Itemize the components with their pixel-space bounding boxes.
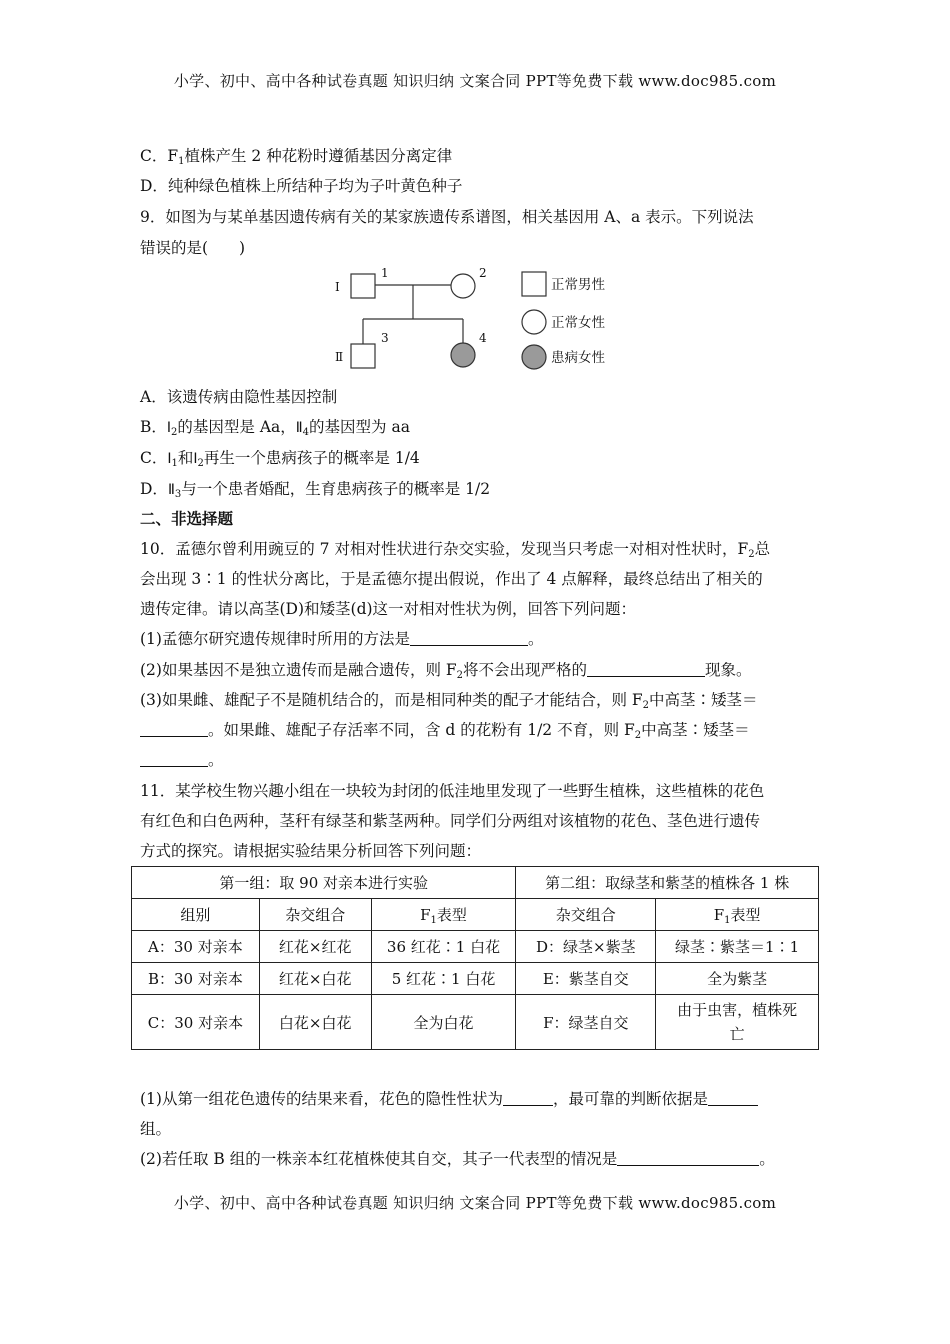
individual-ii4-affected-female bbox=[451, 343, 475, 367]
header-f1-2: $F_1$表型 bbox=[656, 899, 819, 931]
cell-group: B：30 对亲本 bbox=[132, 963, 260, 995]
experiment-table bbox=[131, 866, 819, 1050]
answer-blank[interactable] bbox=[708, 1091, 758, 1106]
q10-stem-line3: 遗传定律。请以高茎(D)和矮茎(d)这一对相对性状为例，回答下列问题： bbox=[140, 600, 637, 618]
section-heading: 二、非选择题 bbox=[140, 509, 234, 528]
q9-option-c: C．$Ⅰ_1$和$Ⅰ_2$再生一个患病孩子的概率是 1/4 bbox=[140, 449, 420, 469]
q11-part1-cont: 组。 bbox=[140, 1120, 172, 1138]
header-watermark: 小学、初中、高中各种试卷真题 知识归纳 文案合同 PPT等免费下载 www.doc985.com bbox=[173, 72, 777, 90]
legend-male-text: 正常男性 bbox=[551, 277, 605, 293]
legend-affected-text: 患病女性 bbox=[551, 350, 605, 366]
q9-option-a: A．该遗传病由隐性基因控制 bbox=[140, 388, 338, 406]
gen-ii-label: Ⅱ bbox=[335, 350, 344, 364]
legend-female-text: 正常女性 bbox=[551, 315, 605, 331]
answer-blank[interactable] bbox=[410, 631, 528, 646]
cell-cross: 白花×白花 bbox=[259, 995, 371, 1050]
cell-group: C：30 对亲本 bbox=[132, 995, 260, 1050]
cell-cross-2: D：绿茎×紫茎 bbox=[516, 931, 656, 963]
table-row bbox=[132, 995, 819, 1050]
table-row bbox=[132, 931, 819, 963]
q10-part3-end: 。 bbox=[140, 748, 224, 770]
cell-f1: 全为白花 bbox=[371, 995, 516, 1050]
answer-blank[interactable] bbox=[587, 662, 705, 677]
individual-i2-normal-female bbox=[451, 274, 475, 298]
legend-female-symbol bbox=[522, 310, 546, 334]
cell-cross: 红花×白花 bbox=[259, 963, 371, 995]
q10-stem-line1: 10．孟德尔曾利用豌豆的 7 对相对性状进行杂交实验，发现当只考虑一对相对性状时，$F_2$总 bbox=[140, 540, 771, 560]
individual-ii3-normal-male bbox=[351, 344, 375, 368]
footer-watermark: 小学、初中、高中各种试卷真题 知识归纳 文案合同 PPT等免费下载 www.doc985.com bbox=[173, 1194, 777, 1212]
q8-option-c: C．$F_1$植株产生 2 种花粉时遵循基因分离定律 bbox=[140, 147, 453, 167]
cell-f1-2: 由于虫害，植株死 亡 bbox=[656, 995, 819, 1050]
group2-title: 第二组：取绿茎和紫茎的植株各 1 株 bbox=[516, 867, 819, 899]
cell-cross-2: F：绿茎自交 bbox=[516, 995, 656, 1050]
label-4: 4 bbox=[479, 331, 487, 345]
gen-i-label: Ⅰ bbox=[335, 280, 340, 294]
table-row bbox=[132, 963, 819, 995]
header-cross: 杂交组合 bbox=[259, 899, 371, 931]
header-f1: $F_1$表型 bbox=[371, 899, 516, 931]
cell-f1-2: 全为紫茎 bbox=[656, 963, 819, 995]
cell-f1: 36 红花∶1 白花 bbox=[371, 931, 516, 963]
q10-part3: (3)如果雌、雄配子不是随机结合的，而是相同种类的配子才能结合，则 $F_2$中高茎∶矮茎＝ bbox=[140, 691, 758, 711]
q10-part3-cont: 。如果雌、雄配子存活率不同，含 d 的花粉有 1/2 不育，则 $F_2$中高茎∶矮茎＝ bbox=[140, 718, 750, 740]
cell-cross: 红花×红花 bbox=[259, 931, 371, 963]
q9-stem-line1: 9．如图为与某单基因遗传病有关的某家族遗传系谱图，相关基因用 A、a 表示。下列说法 bbox=[140, 208, 754, 226]
group1-title: 第一组：取 90 对亲本进行实验 bbox=[132, 867, 516, 899]
label-2: 2 bbox=[479, 266, 487, 280]
cell-group: A：30 对亲本 bbox=[132, 931, 260, 963]
q11-stem-line2: 有红色和白色两种，茎秆有绿茎和紫茎两种。同学们分两组对该植物的花色、茎色进行遗传 bbox=[140, 812, 761, 830]
cell-cross-2: E：紫茎自交 bbox=[516, 963, 656, 995]
legend-affected-symbol bbox=[522, 345, 546, 369]
q8-option-d: D．纯种绿色植株上所结种子均为子叶黄色种子 bbox=[140, 177, 463, 195]
q9-option-d: D．$Ⅱ_3$与一个患者婚配，生育患病孩子的概率是 1/2 bbox=[140, 480, 491, 500]
pedigree-chart bbox=[325, 262, 625, 372]
q11-stem-line1: 11．某学校生物兴趣小组在一块较为封闭的低洼地里发现了一些野生植株，这些植株的花色 bbox=[140, 782, 765, 800]
answer-blank[interactable] bbox=[503, 1091, 553, 1106]
header-group: 组别 bbox=[132, 899, 260, 931]
q11-part2: (2)若任取 B 组的一株亲本红花植株使其自交，其子一代表型的情况是 。 bbox=[140, 1150, 775, 1168]
legend-male-symbol bbox=[522, 272, 546, 296]
individual-i1-normal-male bbox=[351, 274, 375, 298]
answer-blank[interactable] bbox=[140, 722, 208, 737]
cell-f1-2: 绿茎∶紫茎＝1∶1 bbox=[656, 931, 819, 963]
q10-part2: (2)如果基因不是独立遗传而是融合遗传，则 $F_2$将不会出现严格的 现象。 bbox=[140, 661, 752, 681]
q11-stem-line3: 方式的探究。请根据实验结果分析回答下列问题： bbox=[140, 842, 482, 860]
answer-blank[interactable] bbox=[617, 1151, 759, 1166]
q9-stem-line2: 错误的是( ) bbox=[140, 239, 246, 257]
label-1: 1 bbox=[381, 266, 389, 280]
answer-blank[interactable] bbox=[140, 752, 208, 767]
q11-part1: (1)从第一组花色遗传的结果来看，花色的隐性性状为 ，最可靠的判断依据是 bbox=[140, 1087, 758, 1109]
q10-part1: (1)孟德尔研究遗传规律时所用的方法是 。 bbox=[140, 630, 544, 648]
q9-option-b: B．$Ⅰ_2$的基因型是 Aa，$Ⅱ_4$的基因型为 aa bbox=[140, 418, 410, 438]
label-3: 3 bbox=[381, 331, 389, 345]
header-cross-2: 杂交组合 bbox=[516, 899, 656, 931]
cell-f1: 5 红花∶1 白花 bbox=[371, 963, 516, 995]
q10-stem-line2: 会出现 3∶1 的性状分离比，于是孟德尔提出假说，作出了 4 点解释，最终总结出了相关的 bbox=[140, 570, 763, 588]
